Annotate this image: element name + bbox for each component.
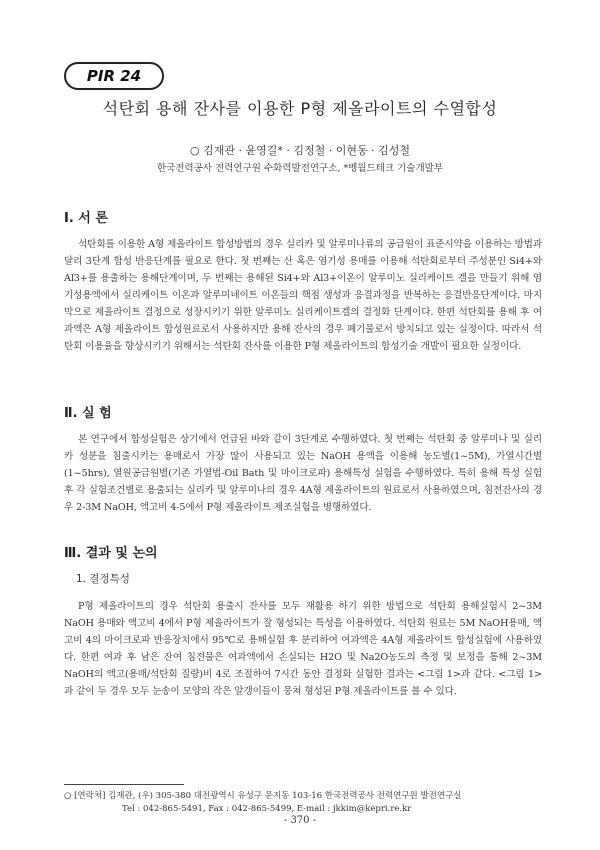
introduction-paragraph: 석탄회를 이용한 A형 제올라이트 합성방법의 경우 실리카 및 알루미나류의 공급원이 표준시약을 이용하는 방법과 달리 3단계 합성 반응단계를 필요로 한다. 첫 번째는 산 혹은 염기성 용매를 이용해 석탄회로부터 주성분인 Si4+와 Al3+를 용출하는 용해단계이며, 두 번째는 용해된 Si4+와 Al3+이온이 알루미노 실리케이트 겔을 만들기 위해 염기성용액에서 실리케이트 이온과 알루미네이트 이온들의 핵점 생성과 응결과정을 반복하는 응결반응단계이다. 마지막으로 제올라이트 결정으로 성장시키기 위한 알루미노 실리케이트겔의 결정화 단계이다. 한편 석탄회를 용해 후 여과액은 A형 제올라이트 합성원료로서 사용하지만 용해 잔사의 경우 폐기물로서 방치되고 있는 실정이다. 따라서 석탄회 이용율을 향상시키기 위해서는 석탄회 잔사를 이용한 P형 제올라이트의 합성기술 개발이 필요한 실정이다. — [64, 239, 542, 352]
author-list: ○ 김재관 · 윤영길* · 김정철 · 이현동 · 김성철 — [190, 144, 410, 157]
experiment-paragraph: 본 연구에서 합성실험은 상기에서 언급된 바와 같이 3단계로 수행하였다. 첫 번째는 석탄회 중 알루미나 및 실리카 성분을 침출시키는 용매로서 가장 많이 사용되고 있는 NaOH 용액을 이용해 농도별(1~5M), 가열시간별(1~5hrs), 열원공급원별(기존 가열법-Oil Bath 및 마이크로파) 용해특성 실험을 수행하였다. 특히 용해 특성 실험 후 각 실험조건별로 용출되는 실리카 및 알루미나의 경우 4A형 제올라이트의 원료로서 사용하였으며, 침전잔사의 경우 2-3M NaOH, 액고비 4-5에서 P형 제올라이트 제조실험을 병행하였다. — [64, 434, 542, 513]
results-paragraph: P형 제올라이트의 경우 석탄회 용출시 잔사를 모두 재활용 하기 위한 방법으로 석탄회 용해실험시 2~3M NaOH 용매와 액고비 4에서 P형 제올라이트가 잘 형성되는 특성을 이용하였다. 석탄회 원료는 5M NaOH용매, 액고비 4의 마이크로파 반응장치에서 95℃로 용해실험 후 분리하여 여과액은 4A형 제올라이트 합성실험에 사용하였다. 한편 여과 후 남은 잔여 침전물은 여과액에서 손실되는 H2O 및 Na2O농도의 측정 및 보정을 통해 2~3M NaOH의 액고(용매/석탄회 질량)비 4로 조절하여 7시간 동안 결정화 실험한 결과는 <그림 1>과 같다. <그림 1>과 같이 두 경우 모두 눈송이 모양의 작은 알갱이들이 뭉쳐 형성된 P형 제올라이트를 볼 수 있다. — [64, 601, 542, 697]
section-heading-introduction: Ⅰ. 서 론 — [64, 211, 108, 226]
subsection-heading-crystal: 1. 결정특성 — [76, 573, 130, 585]
section-heading-experiment: Ⅱ. 실 험 — [64, 406, 112, 421]
contact-footnote — [64, 790, 544, 816]
section-heading-results: Ⅲ. 결과 및 논의 — [64, 546, 158, 561]
page-number: - 370 - — [283, 815, 317, 826]
affiliation: 한국전력공사 전력연구원 수화력발전연구소, *벵월드테크 기술개발부 — [157, 163, 443, 174]
footnote-contact: Tel : 042-865-5491, Fax : 042-865-5499, E-mail : jkkim@kepri.re.kr — [122, 804, 412, 814]
session-badge: PIR 24 — [64, 62, 164, 90]
footnote-divider — [64, 784, 184, 785]
footnote-address: ○ [연락처] 김재관, (우) 305-380 대전광역시 유성구 문지동 103-16 한국전력공사 전력연구원 발전연구실 — [64, 791, 462, 801]
paper-title: 석탄회 용해 잔사를 이용한 P형 제올라이트의 수열합성 — [102, 99, 498, 118]
